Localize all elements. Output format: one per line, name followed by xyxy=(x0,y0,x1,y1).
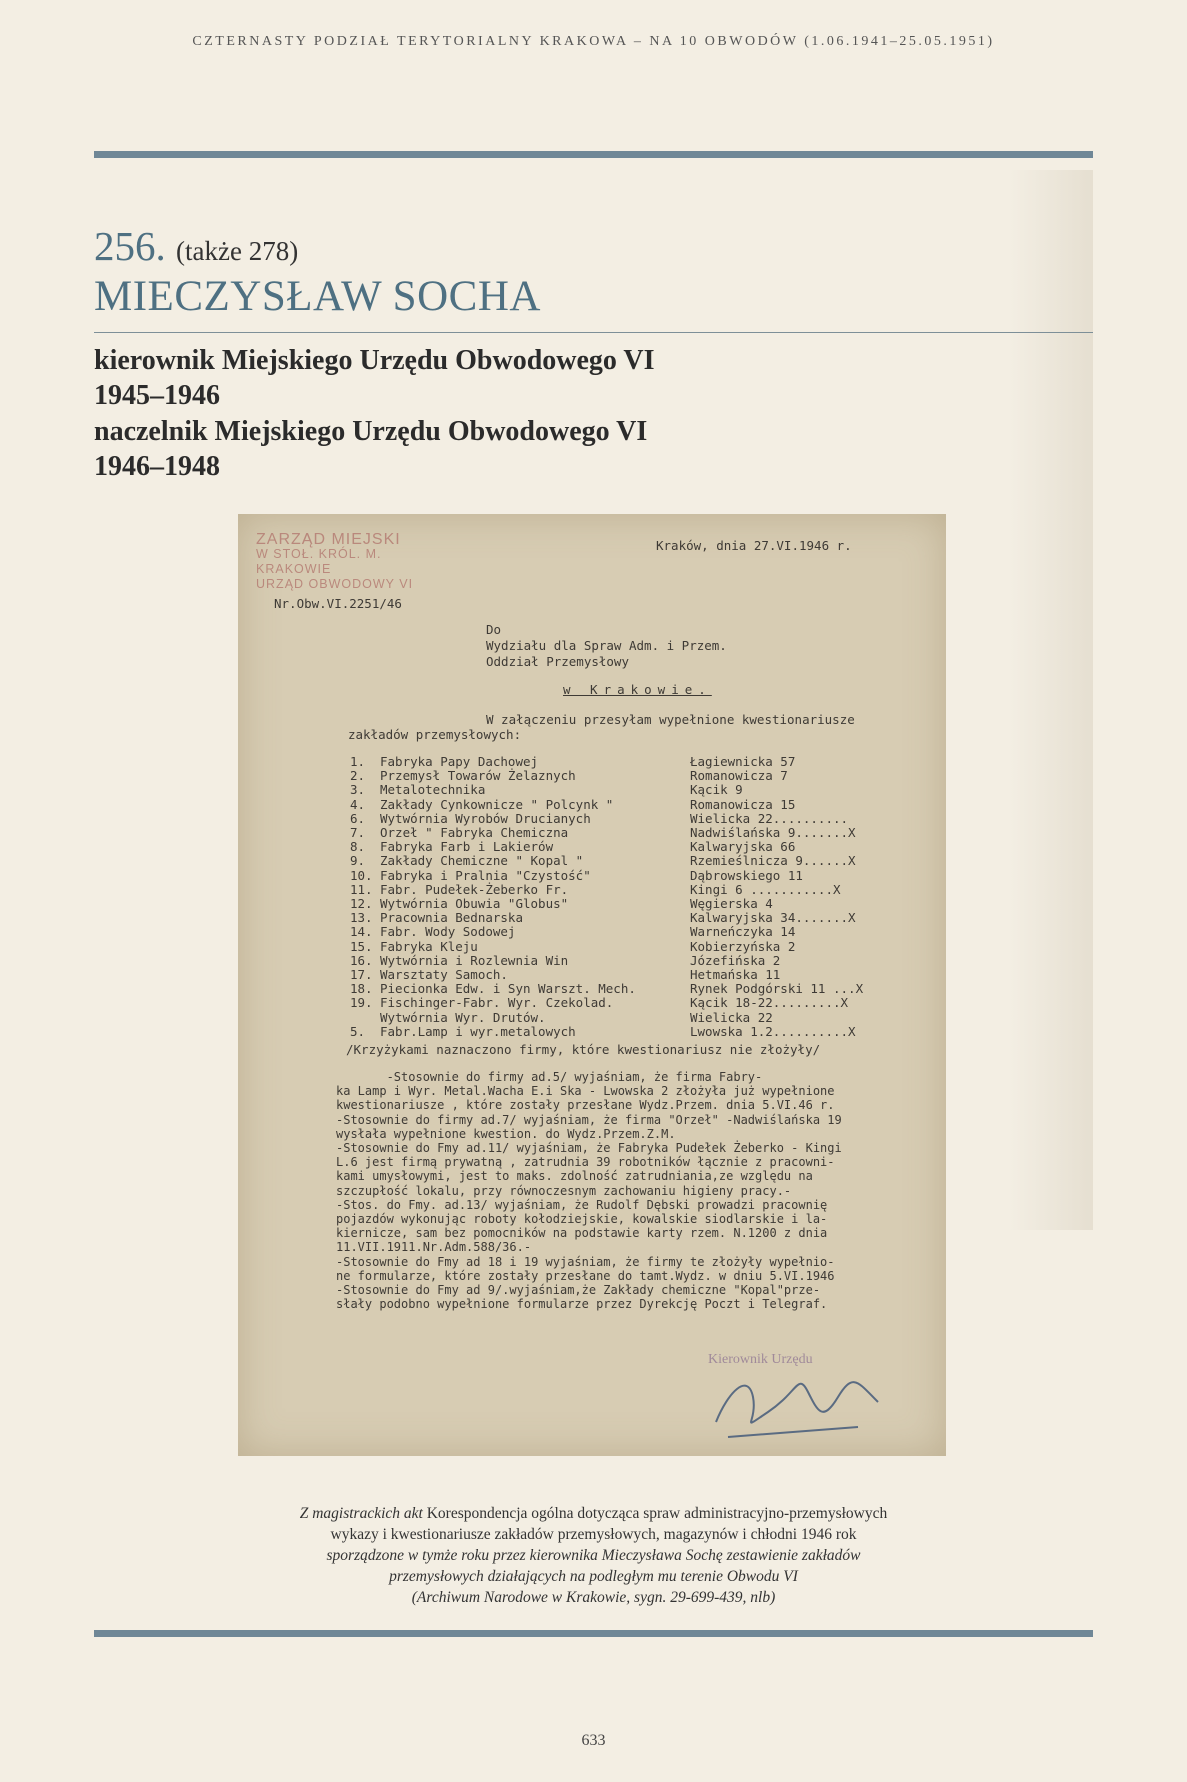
caption-line-5: (Archiwum Narodowe w Krakowie, sygn. 29-699-439, nlb) xyxy=(411,1589,776,1606)
list-item-number: 1. xyxy=(350,754,366,769)
body-line: -Stosownie do Fmy ad 9/.wyjaśniam,że Zakłady chemiczne "Kopal"prze- xyxy=(336,1283,821,1297)
list-item-number: 18. xyxy=(350,981,373,997)
list-item-number: 4. xyxy=(350,796,366,812)
list-item-number: 8. xyxy=(350,839,366,855)
list-item-name: Piecionka Edw. i Syn Warszt. Mech. xyxy=(380,981,636,997)
list-item-name: Fabryka Kleju xyxy=(380,938,478,954)
list-item-address: Wielicka 22.......... xyxy=(690,810,849,826)
list-item-address: Wielicka 22 xyxy=(690,1009,773,1025)
list-item-address: Rzemieślnicza 9......X xyxy=(690,853,856,869)
caption-line-3: sporządzone w tymże roku przez kierownika Mieczysława Sochę zestawienie zakładów xyxy=(326,1547,861,1564)
handwritten-signature xyxy=(708,1352,908,1452)
body-line: -Stosownie do firmy ad.7/ wyjaśniam, że firma "Orzeł" -Nadwiślańska 19 xyxy=(336,1112,842,1127)
stamp-line: W STOŁ. KRÓL. M. KRAKOWIE xyxy=(256,547,382,576)
list-item-name: Fabr. Pudełek-Żeberko Fr. xyxy=(380,881,569,897)
list-item-name: Warsztaty Samoch. xyxy=(380,967,508,982)
caption-italic: Z magistrackich akt xyxy=(299,1505,423,1522)
office-stamp xyxy=(256,532,441,592)
list-item-name: Zakłady Chemiczne " Kopal " xyxy=(380,853,584,869)
stamp-line: URZĄD OBWODOWY VI xyxy=(256,577,414,591)
body-line: -Stosownie do firmy ad.5/ wyjaśniam, że firma Fabry- xyxy=(336,1070,763,1084)
list-item-number: 3. xyxy=(350,782,366,798)
entry-number-value: 256. xyxy=(94,223,166,269)
list-item-name: Wytwórnia Wyr. Drutów. xyxy=(380,1009,546,1025)
list-item-number: 16. xyxy=(350,952,373,968)
body-line: kwestionariusze , które zostały przesłane Wydz.Przem. dnia 5.VI.46 r. xyxy=(336,1098,835,1113)
list-item-name: Fabr. Wody Sodowej xyxy=(380,924,516,940)
list-item-name: Pracownia Bednarska xyxy=(380,910,523,926)
signature-block xyxy=(708,1352,908,1452)
list-item-address: Kącik 18-22.........X xyxy=(690,995,849,1011)
list-item-number: 7. xyxy=(350,825,366,840)
list-item-number: 10. xyxy=(350,867,373,883)
caption-line-2: wykazy i kwestionariusze zakładów przemysłowych, magazynów i chłodni 1946 rok xyxy=(330,1526,857,1543)
list-item-name: Fabryka Papy Dachowej xyxy=(380,754,539,769)
list-item-address: Kącik 9 xyxy=(690,782,743,798)
list-item-address: Rynek Podgórski 11 ...X xyxy=(690,981,864,997)
list-item-address: Lwowska 1.2..........X xyxy=(690,1023,856,1039)
role-line-1: kierownik Miejskiego Urzędu Obwodowego VI xyxy=(94,345,655,376)
list-item-number: 12. xyxy=(350,896,373,911)
list-item-number: 2. xyxy=(350,768,366,784)
role-line-3: naczelnik Miejskiego Urzędu Obwodowego VI xyxy=(94,416,648,447)
body-line: L.6 jest firmą prywatną , zatrudnia 39 robotników łącznie z pracowni- xyxy=(336,1155,835,1170)
body-line: ka Lamp i Wyr. Metal.Wacha E.i Ska - Lwowska 2 złożyła już wypełnione xyxy=(336,1084,835,1099)
list-item-name: Orzeł " Fabryka Chemiczna xyxy=(380,825,569,840)
list-item-number: 6. xyxy=(350,810,366,826)
list-item-number: 14. xyxy=(350,924,373,940)
doc-addr: Wydziału dla Spraw Adm. i Przem. xyxy=(486,638,727,653)
list-item-address: Romanowicza 7 xyxy=(690,768,788,784)
entry-also: (także 278) xyxy=(176,236,299,266)
list-item-name: Przemysł Towarów Żelaznych xyxy=(380,768,576,784)
body-line: kiernicze, sam bez pomocników na podstawie karty rzem. N.1200 z dnia xyxy=(336,1226,828,1241)
list-item-number: 5. xyxy=(350,1023,366,1039)
list-item-number: 19. xyxy=(350,995,373,1011)
list-item-number: 15. xyxy=(350,938,373,954)
entry-number xyxy=(94,222,298,270)
list-item-number: 11. xyxy=(350,881,373,897)
list-item-address: Dąbrowskiego 11 xyxy=(690,867,803,883)
body-line: wysłała wypełnione kwestion. do Wydz.Przem.Z.M. xyxy=(336,1126,676,1141)
list-item-number: 17. xyxy=(350,967,373,982)
list-item-name: Fabr.Lamp i wyr.metalowych xyxy=(380,1023,576,1039)
body-line: szczupłość lokalu, przy równoczesnym zachowaniu higieny pracy.- xyxy=(336,1183,792,1198)
list-item-name: Metalotechnika xyxy=(380,782,486,798)
body-line: kami umysłowymi, jest to maks. zdolność zatrudniania,ze względu na xyxy=(336,1169,813,1184)
list-item-number: 13. xyxy=(350,910,373,926)
doc-addr: Oddział Przemysłowy xyxy=(486,654,629,669)
doc-intro: zakładów przemysłowych: xyxy=(348,727,522,742)
signature-label: Kierownik Urzędu xyxy=(708,1352,813,1367)
person-name: MIECZYSŁAW SOCHA xyxy=(94,273,541,320)
list-item-address: Warneńczyka 14 xyxy=(690,924,796,940)
list-item-name: Fabryka i Pralnia "Czystość" xyxy=(380,867,591,883)
list-item-name: Wytwórnia Wyrobów Drucianych xyxy=(380,810,591,826)
doc-date: Kraków, dnia 27.VI.1946 r. xyxy=(656,538,852,553)
list-item-address: Nadwiślańska 9.......X xyxy=(690,825,856,840)
doc-intro: W załączeniu przesyłam wypełnione kwestionariusze xyxy=(486,712,855,727)
name-rule xyxy=(94,332,1093,333)
list-item-name: Fischinger-Fabr. Wyr. Czekolad. xyxy=(380,995,614,1011)
list-item-address: Romanowicza 15 xyxy=(690,796,796,812)
body-line: 11.VII.1911.Nr.Adm.588/36.- xyxy=(336,1240,532,1255)
doc-note: /Krzyżykami naznaczono firmy, które kwestionariusz nie złożyły/ xyxy=(346,1042,821,1057)
doc-ref: Nr.Obw.VI.2251/46 xyxy=(274,596,402,611)
role-line-2: 1945–1946 xyxy=(94,380,220,411)
list-item-address: Hetmańska 11 xyxy=(690,967,781,982)
role-line-4: 1946–1948 xyxy=(94,451,220,482)
list-item-address: Kingi 6 ...........X xyxy=(690,881,841,897)
figure-caption xyxy=(0,1503,1187,1608)
body-line: -Stos. do Fmy. ad.13/ wyjaśniam, że Rudolf Dębski prowadzi pracownię xyxy=(336,1197,828,1212)
body-line: -Stosownie do Fmy ad 18 i 19 wyjaśniam, że firmy te złożyły wypełnio- xyxy=(336,1254,835,1269)
top-rule xyxy=(94,151,1093,158)
list-item-name: Wytwórnia Obuwia "Globus" xyxy=(380,896,569,911)
doc-addr: Do xyxy=(486,622,502,637)
page-number: 633 xyxy=(581,1732,606,1749)
list-item-address: Węgierska 4 xyxy=(690,896,773,911)
caption-line-4: przemysłowych działających na podległym mu terenie Obwodu VI xyxy=(389,1568,798,1585)
body-line: ne formularze, które zostały przesłane do tamt.Wydz. w dniu 5.VI.1946 xyxy=(336,1268,835,1283)
list-item-address: Kalwaryjska 34.......X xyxy=(690,910,856,926)
bleed-through xyxy=(1010,170,1093,1230)
body-line: pojazdów wykonując roboty kołodziejskie, kowalskie siodlarskie i la- xyxy=(336,1212,828,1226)
bottom-rule xyxy=(94,1630,1093,1637)
list-item-name: Fabryka Farb i Lakierów xyxy=(380,839,554,855)
list-item-name: Zakłady Cynkownicze " Polcynk " xyxy=(380,796,614,812)
list-item-address: Łagiewnicka 57 xyxy=(690,754,796,769)
body-line: -Stosownie do Fmy ad.11/ wyjaśniam, że Fabryka Pudełek Żeberko - Kingi xyxy=(336,1141,842,1155)
list-item-address: Józefińska 2 xyxy=(690,952,781,968)
list-item-number: 9. xyxy=(350,853,366,869)
archival-document-image xyxy=(238,514,946,1456)
list-item-name: Wytwórnia i Rozlewnia Win xyxy=(380,952,569,968)
running-head: CZTERNASTY PODZIAŁ TERYTORIALNY KRAKOWA – NA 10 OBWODÓW (1.06.1941–25.05.1951) xyxy=(192,34,995,49)
list-item-address: Kobierzyńska 2 xyxy=(690,938,796,954)
stamp-line: ZARZĄD MIEJSKI xyxy=(256,531,401,548)
caption-text: Korespondencja ogólna dotycząca spraw administracyjno-przemysłowych xyxy=(422,1505,888,1522)
list-item-address: Kalwaryjska 66 xyxy=(690,839,796,855)
caption-line-1 xyxy=(0,1503,1187,1524)
body-line: słały podobno wypełnione formularze przez Dyrekcję Poczt i Telegraf. xyxy=(336,1297,828,1312)
doc-addr-city: w Krakowie. xyxy=(563,682,712,697)
